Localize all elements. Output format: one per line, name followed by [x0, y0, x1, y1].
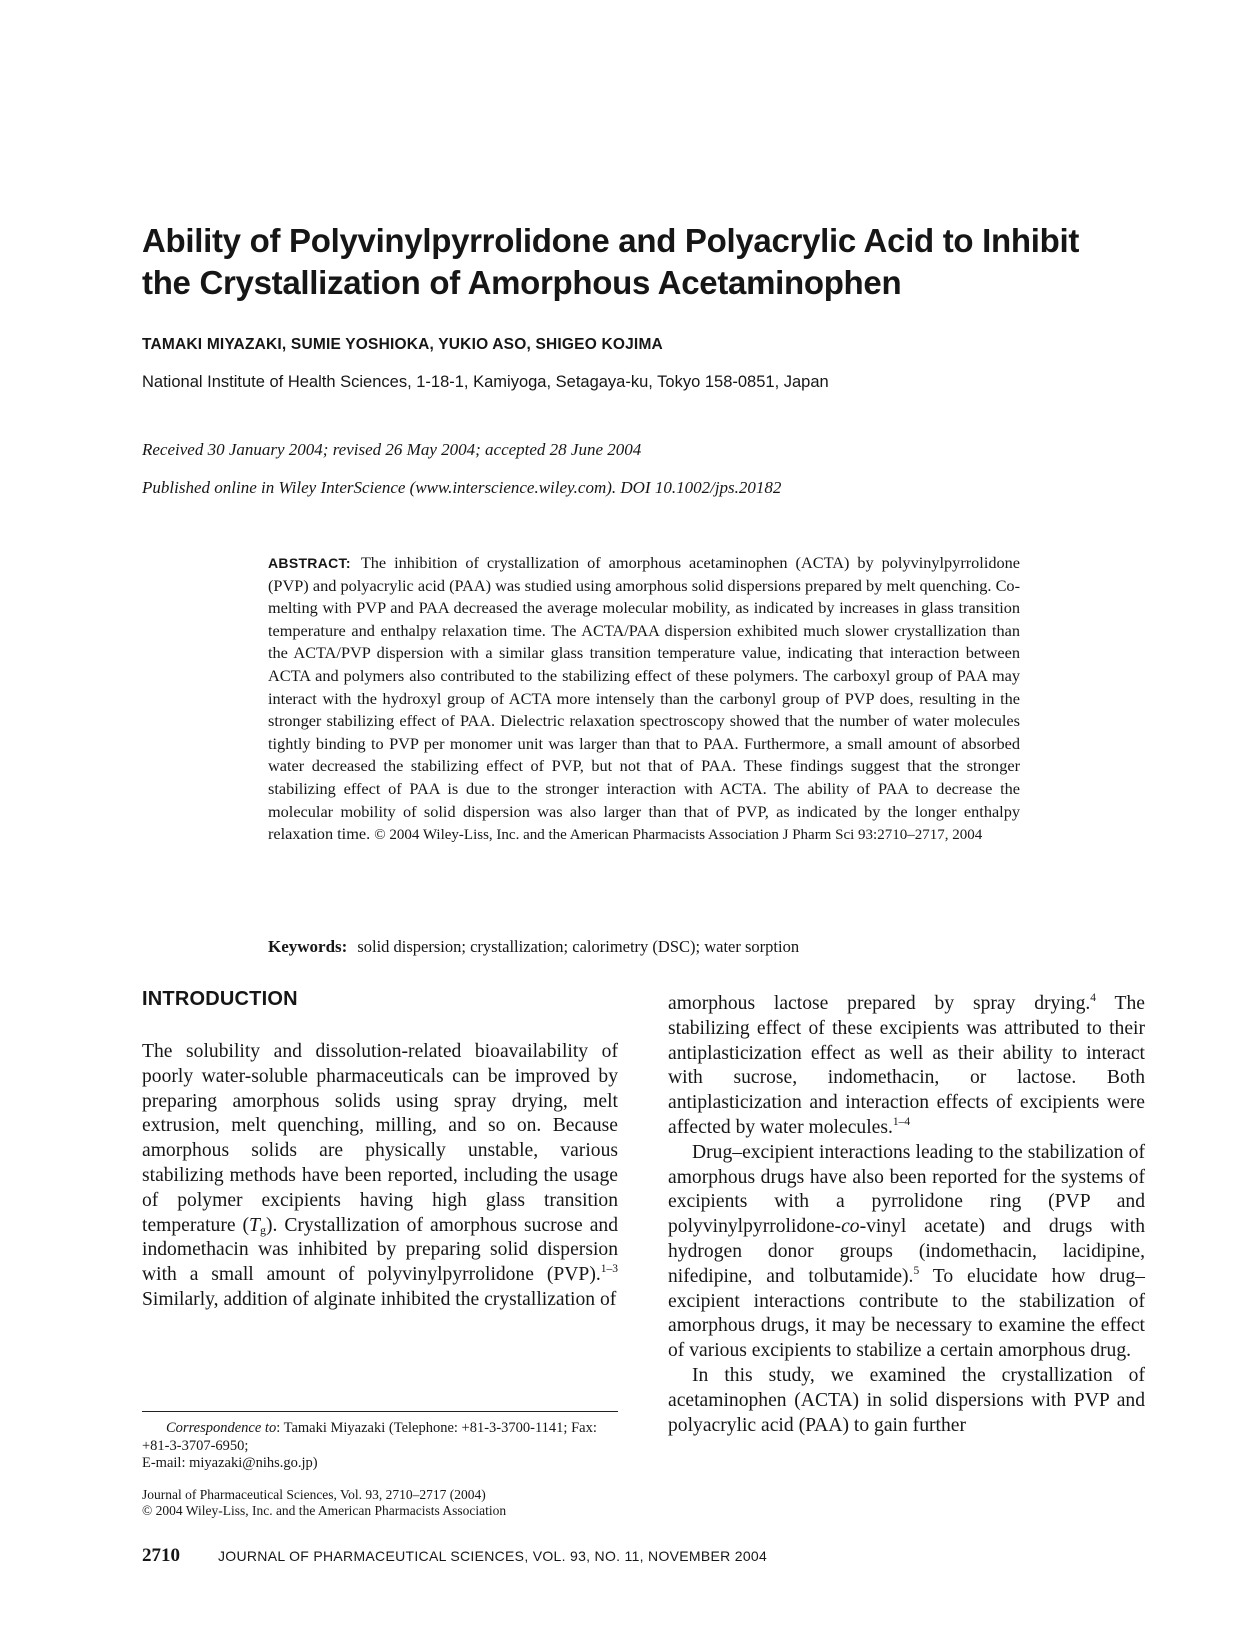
running-footer: JOURNAL OF PHARMACEUTICAL SCIENCES, VOL. 93, NO. 11, NOVEMBER 2004 — [218, 1548, 768, 1564]
citation-4: 4 — [1090, 992, 1097, 1004]
introduction-heading: INTRODUCTION — [142, 988, 298, 1010]
keywords-text: solid dispersion; crystallization; calorimetry (DSC); water sorption — [357, 937, 800, 956]
affiliation: National Institute of Health Sciences, 1-18-1, Kamiyoga, Setagaya-ku, Tokyo 158-0851, Japan — [142, 373, 829, 391]
abstract-copyright: © 2004 Wiley-Liss, Inc. and the American Pharmacists Association J Pharm Sci 93:2710–2717, 2004 — [374, 827, 983, 844]
abstract — [268, 552, 1020, 847]
article-title — [142, 220, 1152, 304]
citation-1-3: 1–3 — [600, 1263, 618, 1276]
keywords — [268, 937, 1028, 957]
title-line-2: the Crystallization of Amorphous Acetaminophen — [142, 264, 902, 302]
abstract-text: The inhibition of crystallization of amorphous acetaminophen (ACTA) by polyvinylpyrrolidone (PVP) and polyacrylic acid (PAA) was studied using amorphous solid dispersions prepared by melt quenching. Co-melting with PVP and PAA decreased the average molecular mobility, as indicated by increases in glass transition temperature and enthalpy relaxation time. The ACTA/PAA dispersion exhibited much slower crystallization than the ACTA/PVP dispersion with a similar glass transition temperature value, indicating that interaction between ACTA and polymers also contributed to the stabilizing effect of these polymers. The carboxyl group of PAA may interact with the hydroxyl group of ACTA more intensely than the carbonyl group of PVP does, resulting in the stronger stabilizing effect of PAA. Dielectric relaxation spectroscopy showed that the number of water molecules tightly binding to PVP per monomer unit was larger than that to PAA. Furthermore, a small amount of absorbed water decreased the stabilizing effect of PVP, but not that of PAA. These findings suggest that the stronger stabilizing effect of PAA is due to the stronger interaction with ACTA. The ability of PAA to decrease the molecular mobility of solid dispersion was also larger than that of PVP, as indicated by the longer enthalpy relaxation time. — [268, 553, 1020, 844]
publication-info: Published online in Wiley InterScience (www.interscience.wiley.com). DOI 10.1002/jps.20182 — [142, 478, 782, 497]
intro-paragraph-1-cont: amorphous lactose prepared by spray drying.$^4$ The stabilizing effect of these excipients was attributed to their antiplasticization effect as well as their ability to interact with sucrose, indomethacin, or lactose. Both antiplasticization and interaction effects of excipients were affected by water molecules.$^{1-4}$ — [668, 992, 1145, 1138]
received-dates: Received 30 January 2004; revised 26 May 2004; accepted 28 June 2004 — [142, 440, 642, 459]
left-column — [142, 1040, 618, 1313]
intro-paragraph-2: Drug–excipient interactions leading to the stabilization of amorphous drugs have also been reported for the systems of excipients with a pyrrolidone ring (PVP and polyvinylpyrrolidone-co-vinyl acetate) and drugs with hydrogen donor groups (indomethacin, lacidipine, nifedipine, and tolbutamide).$^5$ To elucidate how drug–excipient interactions contribute to the stabilization of amorphous drugs, it may be necessary to examine the effect of various excipients to stabilize a certain amorphous drug. — [668, 1141, 1145, 1362]
journal-citation: Journal of Pharmaceutical Sciences, Vol. 93, 2710–2717 (2004) © 2004 Wiley-Liss, Inc. and the American Pharmacists Association — [142, 1487, 507, 1518]
correspondence-footnote: Correspondence to: Tamaki Miyazaki (Telephone: +81-3-3700-1141; Fax: +81-3-3707-6950; E-mail: miyazaki@nihs.go.jp) — [142, 1420, 618, 1473]
intro-paragraph-3: In this study, we examined the crystallization of acetaminophen (ACTA) in solid dispersions with PVP and polyacrylic acid (PAA) to gain further — [668, 1364, 1145, 1436]
intro-paragraph-1: The solubility and dissolution-related bioavailability of poorly water-soluble pharmaceuticals can be improved by preparing amorphous solids using spray drying, melt extrusion, melt quenching, milling, and so on. Because amorphous solids are physically unstable, various stabilizing methods have been reported, including the usage of polymer excipients having high glass transition temperature $(T_g)$. Crystallization of amorphous sucrose and indomethacin was inhibited by preparing solid dispersion with a small amount of polyvinylpyrrolidone (PVP).$^{1-3}$ Similarly, addition of alginate inhibited the crystallization of — [142, 1041, 618, 1310]
page-number: 2710 — [142, 1545, 180, 1566]
author-list: TAMAKI MIYAZAKI, SUMIE YOSHIOKA, YUKIO ASO, SHIGEO KOJIMA — [142, 336, 663, 353]
correspondence-email: E-mail: miyazaki@nihs.go.jp) — [142, 1455, 318, 1471]
citation-1-4: 1–4 — [892, 1115, 911, 1128]
footnote-divider — [142, 1411, 618, 1412]
citation-5: 5 — [913, 1264, 920, 1277]
title-line-1: Ability of Polyvinylpyrrolidone and Polyacrylic Acid to Inhibit — [142, 222, 1080, 260]
abstract-label: ABSTRACT: — [268, 555, 351, 571]
keywords-label: Keywords: — [268, 937, 348, 956]
right-column — [668, 992, 1145, 1438]
